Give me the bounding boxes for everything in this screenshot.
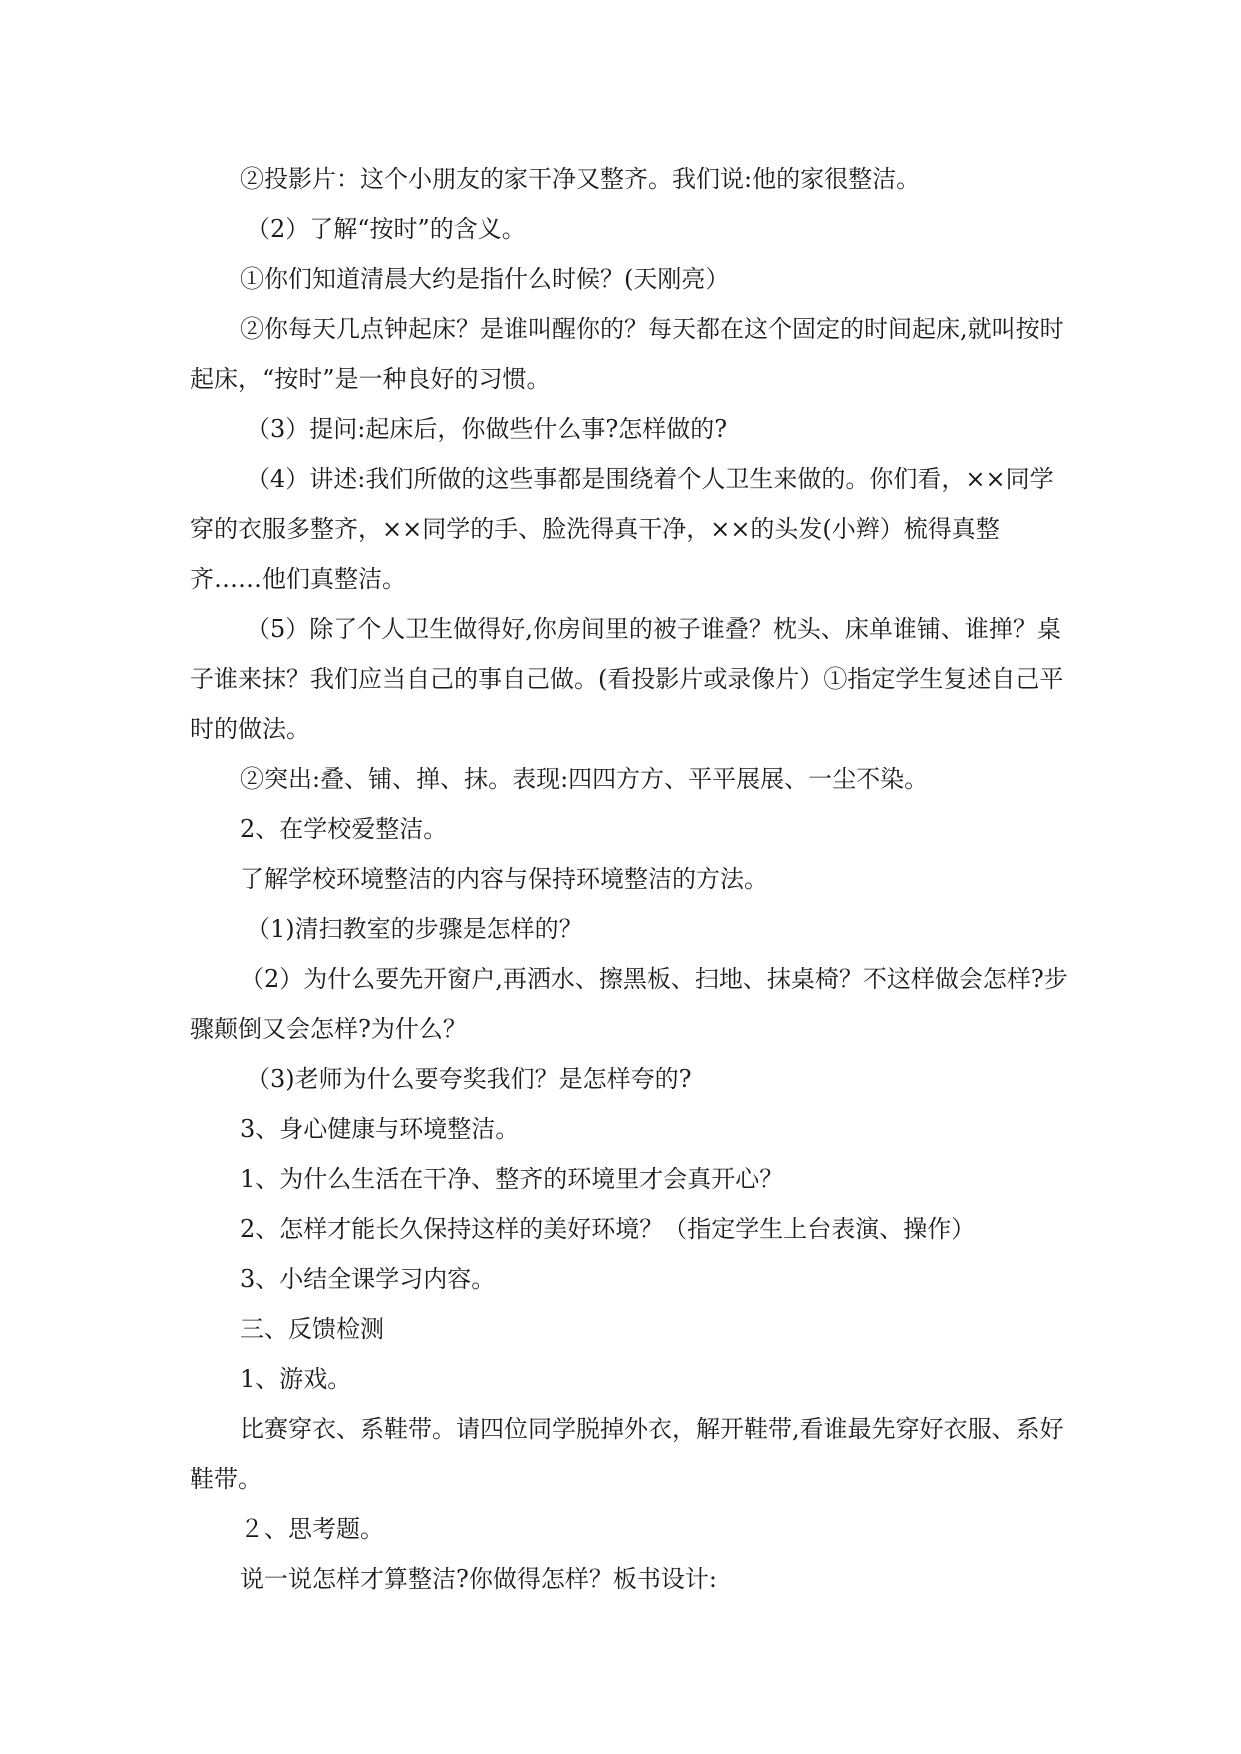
paragraph-6: （4）讲述:我们所做的这些事都是围绕着个人卫生来做的。你们看，××同学穿的衣服多整齐，××同学的手、脸洗得真干净，××的头发(小辫）梳得真整齐……他们真整洁。 (190, 465, 1054, 593)
paragraph-9: 2、在学校爱整洁。 (240, 815, 448, 843)
paragraph-14: 3、身心健康与环境整洁。 (240, 1115, 520, 1143)
paragraph-16: 2、怎样才能长久保持这样的美好环境？（指定学生上台表演、操作） (240, 1215, 976, 1243)
paragraph-1: ②投影片：这个小朋友的家干净又整齐。我们说:他的家很整洁。 (240, 165, 921, 193)
paragraph-22: 说一说怎样才算整洁?你做得怎样？板书设计: (240, 1565, 717, 1593)
paragraph-15: 1、为什么生活在干净、整齐的环境里才会真开心？ (240, 1165, 784, 1193)
paragraph-3: ①你们知道清晨大约是指什么时候？(天刚亮） (240, 265, 730, 293)
paragraph-8: ②突出:叠、铺、掸、抹。表现:四四方方、平平展展、一尘不染。 (240, 765, 929, 793)
paragraph-4: ②你每天几点钟起床？是谁叫醒你的？每天都在这个固定的时间起床,就叫按时起床，“按时”是一种良好的习惯。 (190, 315, 1064, 393)
paragraph-20: 比赛穿衣、系鞋带。请四位同学脱掉外衣，解开鞋带,看谁最先穿好衣服、系好鞋带。 (190, 1415, 1064, 1493)
paragraph-10: 了解学校环境整洁的内容与保持环境整洁的方法。 (240, 865, 768, 893)
paragraph-12: （2）为什么要先开窗户,再洒水、擦黑板、扫地、抹桌椅？不这样做会怎样?步骤颠倒又会怎样?为什么？ (190, 965, 1068, 1043)
paragraph-19: 1、游戏。 (240, 1365, 352, 1393)
paragraph-18: 三、反馈检测 (240, 1315, 384, 1343)
paragraph-5: （3）提问:起床后，你做些什么事?怎样做的? (246, 415, 728, 443)
paragraph-17: 3、小结全课学习内容。 (240, 1265, 496, 1293)
paragraph-7: （5）除了个人卫生做得好,你房间里的被子谁叠？枕头、床单谁铺、谁掸？桌子谁来抹？我们应当自己的事自己做。(看投影片或录像片）①指定学生复述自己平时的做法。 (190, 615, 1064, 743)
paragraph-2: （2）了解“按时”的含义。 (246, 215, 526, 243)
paragraph-21: ２、思考题。 (240, 1515, 384, 1543)
paragraph-13: （3)老师为什么要夸奖我们？是怎样夸的? (246, 1065, 692, 1093)
paragraph-11: （1)清扫教室的步骤是怎样的？ (246, 915, 583, 943)
document-body (190, 154, 1070, 1604)
